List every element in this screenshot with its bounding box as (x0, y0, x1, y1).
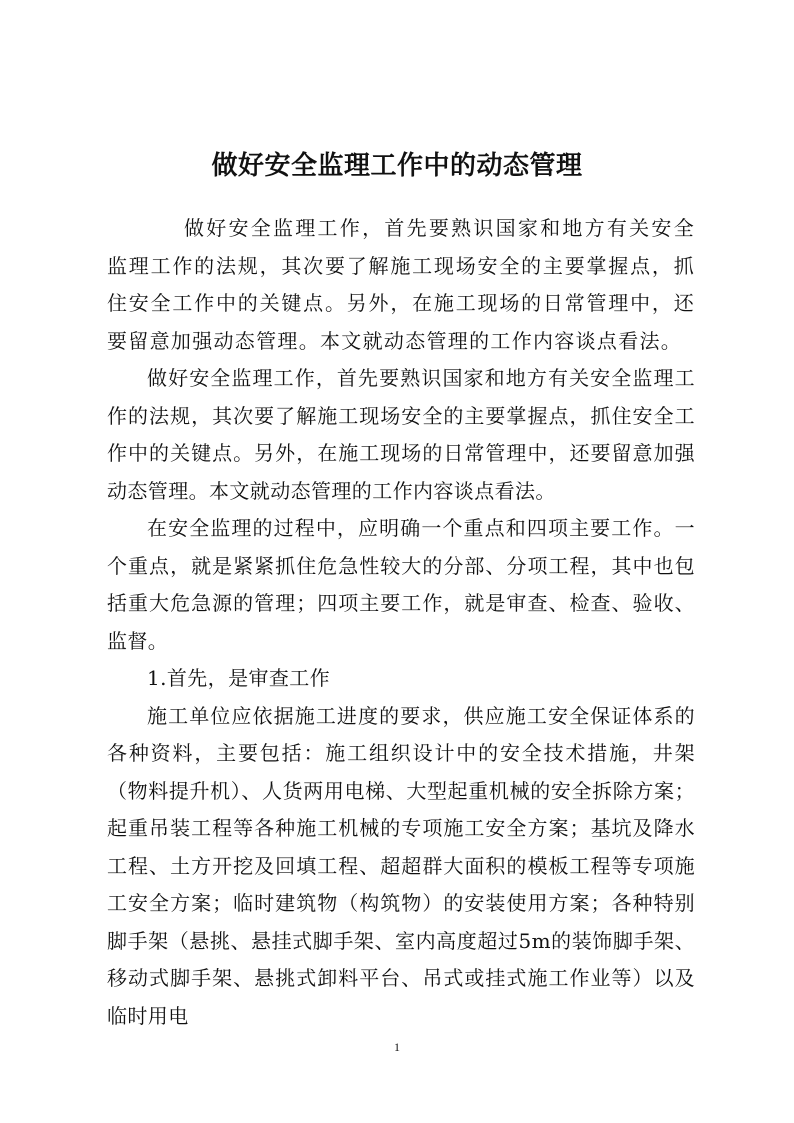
body-paragraph: 做好安全监理工作，首先要熟识国家和地方有关安全监理工作的法规，其次要了解施工现场安全的主要掌握点，抓住安全工作中的关键点。另外，在施工现场的日常管理中，还要留意加强动态管理。本文就动态管理的工作内容谈点看法。 (107, 366, 695, 503)
document-body (107, 210, 695, 1035)
intro-paragraph: 做好安全监理工作，首先要熟识国家和地方有关安全监理工作的法规，其次要了解施工现场安全的主要掌握点，抓住安全工作中的关键点。另外，在施工现场的日常管理中，还要留意加强动态管理。本文就动态管理的工作内容谈点看法。 (107, 216, 695, 353)
body-paragraph: 施工单位应依据施工进度的要求，供应施工安全保证体系的各种资料，主要包括：施工组织设计中的安全技术措施，井架（物料提升机）、人货两用电梯、大型起重机械的安全拆除方案；起重吊装工程等各种施工机械的专项施工安全方案；基坑及降水工程、土方开挖及回填工程、超超群大面积的模板工程等专项施工安全方案；临时建筑物（构筑物）的安装使用方案；各种特别脚手架（悬挑、悬挂式脚手架、室内高度超过5m的装饰脚手架、移动式脚手架、悬挑式卸料平台、吊式或挂式施工作业等）以及临时用电 (107, 703, 695, 1028)
body-paragraph: 在安全监理的过程中，应明确一个重点和四项主要工作。一个重点，就是紧紧抓住危急性较大的分部、分项工程，其中也包括重大危急源的管理；四项主要工作，就是审查、检查、验收、监督。 (107, 516, 695, 653)
page-number: 1 (394, 1040, 400, 1054)
document-title: 做好安全监理工作中的动态管理 (211, 151, 583, 181)
section-heading: 1.首先，是审查工作 (147, 666, 331, 690)
